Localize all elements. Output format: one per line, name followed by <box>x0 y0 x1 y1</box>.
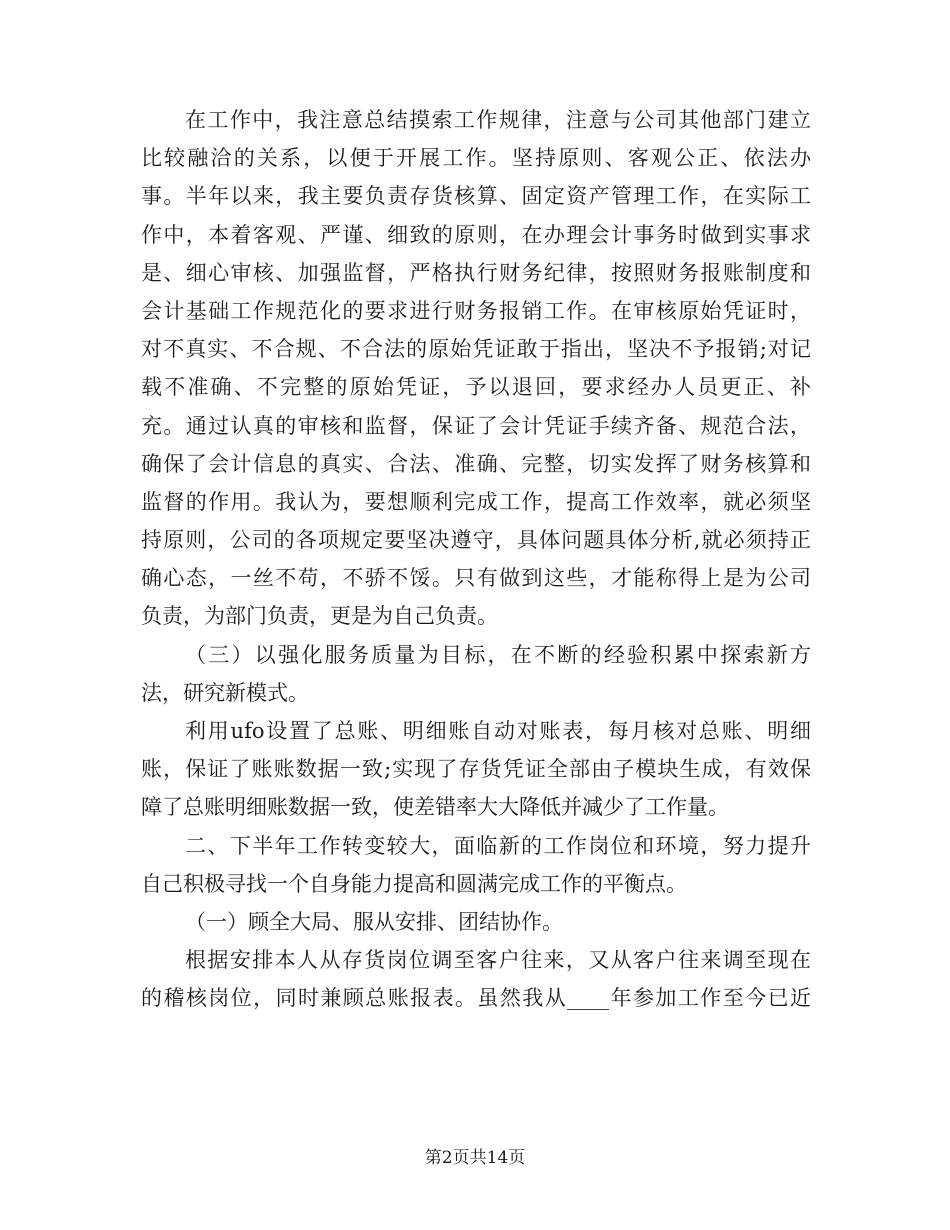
text-line: 确心态，一丝不苟，不骄不馁。只有做到这些，才能称得上是为公司 <box>141 566 811 591</box>
text-line: 监督的作用。我认为，要想顺利完成工作，提高工作效率，就必须坚 <box>141 489 811 514</box>
text-line: 载不准确、不完整的原始凭证，予以退回，要求经办人员更正、补 <box>141 375 811 400</box>
text-line: 作中，本着客观、严谨、细致的原则，在办理会计事务时做到实事求 <box>141 222 811 247</box>
section-heading-cont: 自己积极寻找一个自身能力提高和圆满完成工作的平衡点。 <box>141 871 687 896</box>
text-line: 事。半年以来，我主要负责存货核算、固定资产管理工作，在实际工 <box>141 184 811 209</box>
text-line: 根据安排本人从存货岗位调至客户往来，又从客户往来调至现在 <box>185 948 811 973</box>
text-line: 障了总账明细账数据一致，使差错率大大降低并减少了工作量。 <box>141 795 729 820</box>
section-heading: （三）以强化服务质量为目标，在不断的经验积累中探索新方 <box>185 642 811 667</box>
text-line: 是、细心审核、加强监督，严格执行财务纪律，按照财务报账制度和 <box>141 260 811 285</box>
text-line: 确保了会计信息的真实、合法、准确、完整，切实发挥了财务核算和 <box>141 451 811 476</box>
text-line: 在工作中，我注意总结摸索工作规律，注意与公司其他部门建立 <box>185 108 811 132</box>
body-text <box>141 101 811 1018</box>
page-number: 第2页共14页 <box>424 1148 526 1168</box>
text-line: 会计基础工作规范化的要求进行财务报销工作。在审核原始凭证时， <box>141 298 811 323</box>
text-line: 对不真实、不合规、不合法的原始凭证敢于指出，坚决不予报销;对记 <box>141 337 811 362</box>
text-line: 账，保证了账账数据一致;实现了存货凭证全部由子模块生成，有效保 <box>141 757 811 782</box>
text-line: 的稽核岗位，同时兼顾总账报表。虽然我从____年参加工作至今已近 <box>141 986 811 1011</box>
section-heading-cont: 法，研究新模式。 <box>141 680 309 705</box>
section-heading: 二、下半年工作转变较大，面临新的工作岗位和环境，努力提升 <box>185 833 811 858</box>
text-line: 充。通过认真的审核和监督，保证了会计凭证手续齐备、规范合法， <box>141 413 811 438</box>
text-line: 比较融洽的关系，以便于开展工作。坚持原则、客观公正、依法办 <box>141 146 811 171</box>
text-line: 利用ufo设置了总账、明细账自动对账表，每月核对总账、明细 <box>185 719 811 743</box>
section-heading: （一）顾全大局、服从安排、团结协作。 <box>185 909 563 934</box>
text-line: 负责，为部门负责，更是为自己负责。 <box>141 604 498 629</box>
text-line: 持原则，公司的各项规定要坚决遵守，具体问题具体分析,就必须持正 <box>141 528 811 553</box>
